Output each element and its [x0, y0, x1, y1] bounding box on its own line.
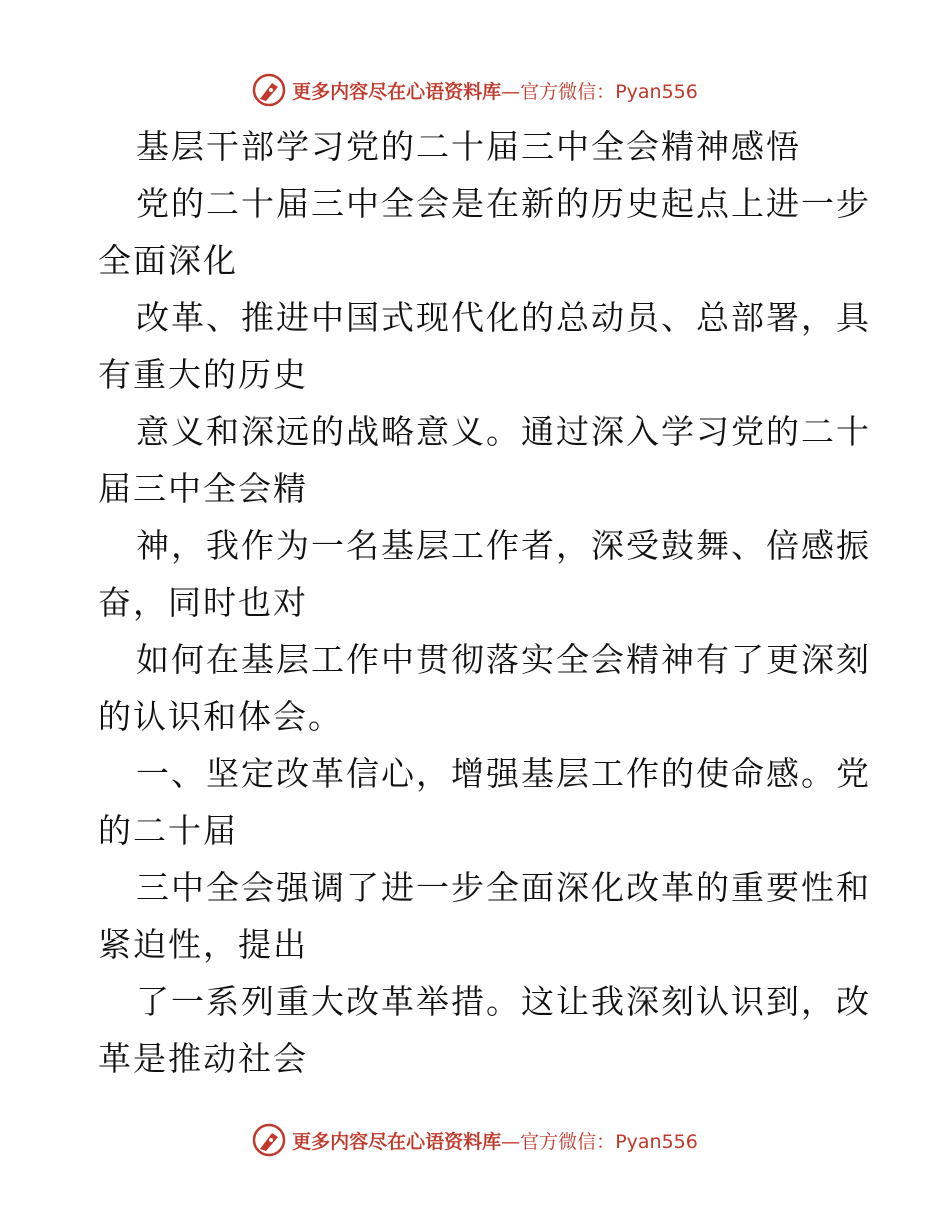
- banner-wechat-id: Pyan556: [615, 80, 698, 103]
- banner-main-text: 更多内容尽在心语资料库: [292, 80, 502, 103]
- pen-nib-logo-icon: [252, 1123, 286, 1157]
- banner-wechat-label: 官方微信：: [520, 80, 616, 103]
- banner-text: [292, 77, 698, 104]
- text-line: 革是推动社会: [98, 1039, 308, 1078]
- document-title: 基层干部学习党的二十届三中全会精神感悟: [136, 127, 801, 166]
- text-line: 党的二十届三中全会是在新的历史起点上进一步: [136, 184, 871, 223]
- text-line: 意义和深远的战略意义。通过深入学习党的二十: [136, 412, 871, 451]
- footer-watermark-banner: [0, 1120, 950, 1160]
- banner-dash: —: [501, 1130, 521, 1153]
- banner-dash: —: [501, 80, 521, 103]
- text-line: 了一系列重大改革举措。这让我深刻认识到，改: [136, 982, 871, 1021]
- text-line: 如何在基层工作中贯彻落实全会精神有了更深刻: [136, 640, 871, 679]
- text-line: 全面深化: [98, 241, 238, 280]
- section-heading-line: 一、坚定改革信心，增强基层工作的使命感。党: [136, 754, 871, 793]
- pen-nib-logo-icon: [252, 73, 286, 107]
- text-line: 的二十届: [98, 811, 238, 850]
- text-line: 三中全会强调了进一步全面深化改革的重要性和: [136, 868, 871, 907]
- banner-wechat-id: Pyan556: [615, 1130, 698, 1153]
- text-line: 有重大的历史: [98, 355, 308, 394]
- text-line: 神，我作为一名基层工作者，深受鼓舞、倍感振: [136, 526, 871, 565]
- text-line: 的认识和体会。: [98, 697, 343, 736]
- banner-wechat-label: 官方微信：: [520, 1130, 616, 1153]
- text-line: 改革、推进中国式现代化的总动员、总部署，具: [136, 298, 871, 337]
- text-line: 紧迫性，提出: [98, 925, 308, 964]
- banner-text: [292, 1127, 698, 1154]
- text-line: 奋，同时也对: [98, 583, 308, 622]
- text-line: 届三中全会精: [98, 469, 308, 508]
- header-watermark-banner: [0, 70, 950, 110]
- banner-main-text: 更多内容尽在心语资料库: [292, 1130, 502, 1153]
- document-body: [98, 118, 871, 1087]
